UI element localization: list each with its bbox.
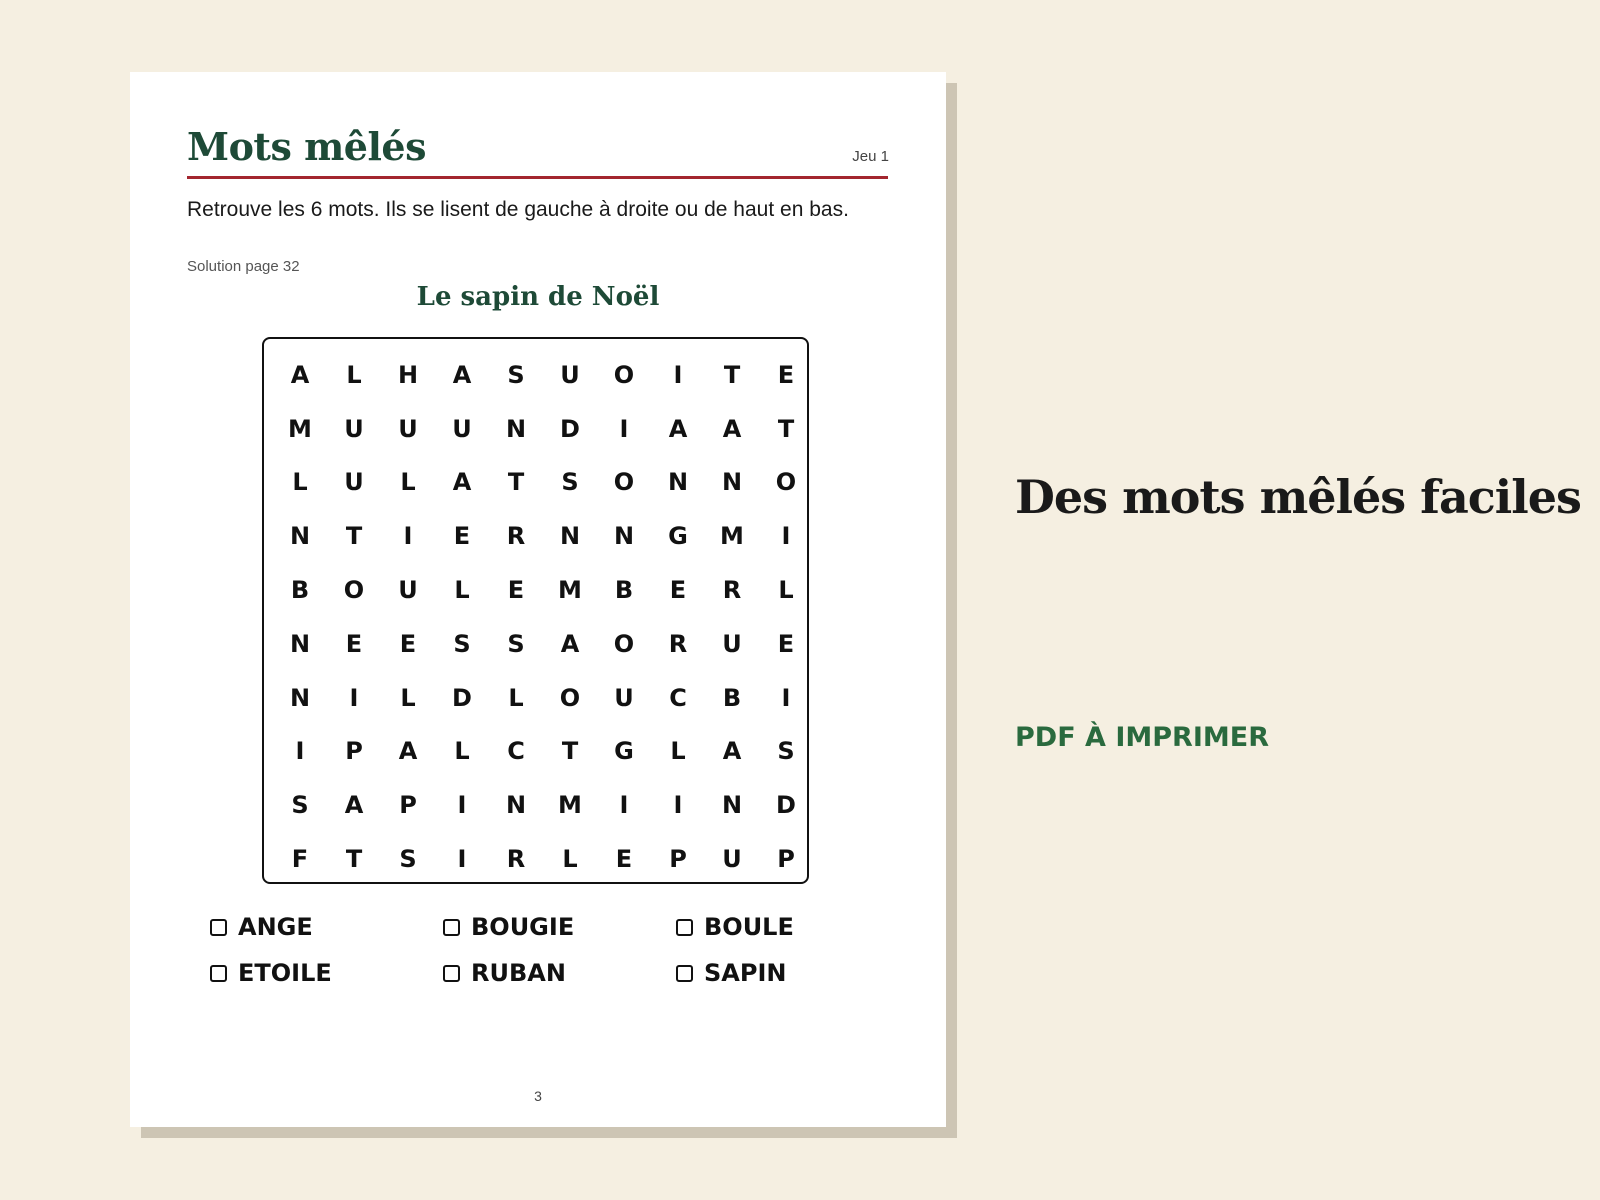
grid-cell[interactable]: U xyxy=(344,414,364,443)
grid-cell[interactable]: E xyxy=(399,629,417,658)
grid-cell[interactable]: L xyxy=(454,576,470,605)
page-number: 3 xyxy=(534,1088,542,1104)
grid-cell[interactable]: E xyxy=(669,576,687,605)
grid-cell[interactable]: N xyxy=(721,791,743,820)
grid-cell[interactable]: U xyxy=(398,576,418,605)
instructions-text: Retrouve les 6 mots. Ils se lisent de gauche à droite ou de haut en bas. xyxy=(187,198,849,221)
word-label: RUBAN xyxy=(471,959,566,987)
grid-cell[interactable]: D xyxy=(560,414,580,443)
word-item xyxy=(210,950,443,996)
grid-cell[interactable]: U xyxy=(722,845,742,874)
grid-cell[interactable]: L xyxy=(292,468,308,497)
grid-cell[interactable]: S xyxy=(453,629,471,658)
grid-cell[interactable]: N xyxy=(613,522,635,551)
grid-cell[interactable]: G xyxy=(614,737,634,766)
grid-cell[interactable]: A xyxy=(560,629,580,658)
grid-cell[interactable]: B xyxy=(722,683,742,712)
grid-cell[interactable]: P xyxy=(399,791,417,820)
worksheet-page xyxy=(130,72,946,1127)
grid-cell[interactable]: T xyxy=(345,845,363,874)
grid-cell[interactable]: B xyxy=(614,576,634,605)
grid-cell[interactable]: I xyxy=(457,845,467,874)
grid-cell[interactable]: L xyxy=(346,360,362,389)
grid-cell[interactable]: O xyxy=(775,468,797,497)
puzzle-title: Le sapin de Noël xyxy=(416,282,660,312)
grid-cell[interactable]: N xyxy=(505,791,527,820)
grid-cell[interactable]: C xyxy=(507,737,525,766)
grid-cell[interactable]: U xyxy=(722,629,742,658)
grid-cell[interactable]: C xyxy=(669,683,687,712)
grid-cell[interactable]: S xyxy=(561,468,579,497)
grid-cell[interactable]: U xyxy=(344,468,364,497)
grid-cell[interactable]: L xyxy=(670,737,686,766)
grid-cell[interactable]: A xyxy=(452,360,472,389)
word-checkbox[interactable] xyxy=(676,965,693,982)
grid-cell[interactable]: E xyxy=(777,360,795,389)
grid-cell[interactable]: O xyxy=(559,683,581,712)
solution-note: Solution page 32 xyxy=(187,258,300,275)
grid-cell[interactable]: L xyxy=(508,683,524,712)
grid-cell[interactable]: I xyxy=(295,737,305,766)
grid-cell[interactable]: E xyxy=(345,629,363,658)
word-checkbox[interactable] xyxy=(676,919,693,936)
grid-cell[interactable]: F xyxy=(291,845,309,874)
grid-cell[interactable]: U xyxy=(614,683,634,712)
grid-cell[interactable]: I xyxy=(349,683,359,712)
word-checkbox[interactable] xyxy=(210,919,227,936)
grid-cell[interactable]: E xyxy=(453,522,471,551)
letter-grid xyxy=(273,348,813,886)
grid-cell[interactable]: U xyxy=(452,414,472,443)
grid-cell[interactable]: T xyxy=(723,360,741,389)
grid-cell[interactable]: N xyxy=(721,468,743,497)
grid-cell[interactable]: O xyxy=(613,360,635,389)
grid-cell[interactable]: O xyxy=(343,576,365,605)
promo-headline: Des mots mêlés faciles xyxy=(1015,470,1581,524)
grid-cell[interactable]: O xyxy=(613,468,635,497)
grid-cell[interactable]: S xyxy=(399,845,417,874)
grid-cell[interactable]: E xyxy=(615,845,633,874)
grid-cell[interactable]: M xyxy=(558,576,582,605)
word-item xyxy=(210,904,443,950)
grid-cell[interactable]: R xyxy=(722,576,742,605)
grid-cell[interactable]: N xyxy=(667,468,689,497)
word-checkbox[interactable] xyxy=(210,965,227,982)
word-list xyxy=(210,904,910,996)
grid-cell[interactable]: I xyxy=(619,414,629,443)
grid-cell[interactable]: I xyxy=(673,360,683,389)
grid-cell[interactable]: A xyxy=(344,791,364,820)
word-checkbox[interactable] xyxy=(443,965,460,982)
page-title: Mots mêlés xyxy=(187,124,426,169)
grid-cell[interactable]: E xyxy=(507,576,525,605)
letter-grid-frame xyxy=(262,337,809,884)
grid-cell[interactable]: I xyxy=(781,522,791,551)
word-label: BOULE xyxy=(704,913,794,941)
grid-cell[interactable]: A xyxy=(722,414,742,443)
grid-cell[interactable]: D xyxy=(776,791,796,820)
grid-cell[interactable]: T xyxy=(777,414,795,443)
grid-cell[interactable]: T xyxy=(507,468,525,497)
word-item xyxy=(676,950,910,996)
grid-cell[interactable]: N xyxy=(289,629,311,658)
grid-cell[interactable]: N xyxy=(289,522,311,551)
grid-cell[interactable]: B xyxy=(290,576,310,605)
grid-cell[interactable]: U xyxy=(398,414,418,443)
grid-cell[interactable]: N xyxy=(505,414,527,443)
game-number: Jeu 1 xyxy=(852,148,889,165)
grid-cell[interactable]: N xyxy=(559,522,581,551)
grid-cell[interactable]: S xyxy=(777,737,795,766)
grid-cell[interactable]: E xyxy=(777,629,795,658)
grid-cell[interactable]: O xyxy=(613,629,635,658)
grid-cell[interactable]: L xyxy=(400,468,416,497)
word-item xyxy=(676,904,910,950)
grid-cell[interactable]: M xyxy=(720,522,744,551)
grid-cell[interactable]: T xyxy=(345,522,363,551)
grid-cell[interactable]: P xyxy=(777,845,795,874)
grid-cell[interactable]: A xyxy=(398,737,418,766)
grid-cell[interactable]: P xyxy=(345,737,363,766)
grid-cell[interactable]: S xyxy=(507,629,525,658)
word-label: ANGE xyxy=(238,913,313,941)
grid-cell[interactable]: I xyxy=(673,791,683,820)
grid-cell[interactable]: P xyxy=(669,845,687,874)
grid-cell[interactable]: U xyxy=(560,360,580,389)
grid-cell[interactable]: T xyxy=(561,737,579,766)
grid-cell[interactable]: I xyxy=(781,683,791,712)
word-label: ETOILE xyxy=(238,959,332,987)
word-label: SAPIN xyxy=(704,959,787,987)
title-divider xyxy=(187,176,888,179)
grid-cell[interactable]: G xyxy=(668,522,688,551)
promo-tagline: PDF À IMPRIMER xyxy=(1015,722,1269,753)
grid-cell[interactable]: M xyxy=(558,791,582,820)
word-item xyxy=(443,904,676,950)
grid-cell[interactable]: M xyxy=(288,414,312,443)
grid-cell[interactable]: D xyxy=(452,683,472,712)
grid-cell[interactable]: I xyxy=(619,791,629,820)
grid-cell[interactable]: I xyxy=(403,522,413,551)
grid-cell[interactable]: R xyxy=(506,845,526,874)
grid-cell[interactable]: I xyxy=(457,791,467,820)
grid-cell[interactable]: L xyxy=(778,576,794,605)
grid-cell[interactable]: L xyxy=(454,737,470,766)
grid-cell[interactable]: S xyxy=(291,791,309,820)
grid-cell[interactable]: R xyxy=(668,629,688,658)
grid-cell[interactable]: R xyxy=(506,522,526,551)
grid-cell[interactable]: A xyxy=(452,468,472,497)
grid-cell[interactable]: A xyxy=(668,414,688,443)
grid-cell[interactable]: H xyxy=(397,360,419,389)
word-checkbox[interactable] xyxy=(443,919,460,936)
grid-cell[interactable]: A xyxy=(290,360,310,389)
grid-cell[interactable]: L xyxy=(400,683,416,712)
grid-cell[interactable]: S xyxy=(507,360,525,389)
grid-cell[interactable]: N xyxy=(289,683,311,712)
word-item xyxy=(443,950,676,996)
grid-cell[interactable]: L xyxy=(562,845,578,874)
word-label: BOUGIE xyxy=(471,913,575,941)
grid-cell[interactable]: A xyxy=(722,737,742,766)
